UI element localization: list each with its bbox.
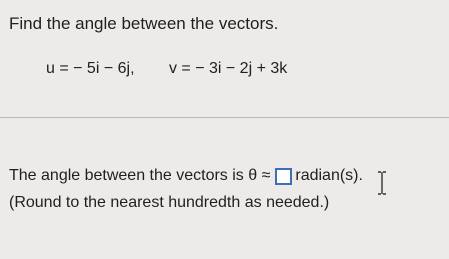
answer-input-box[interactable] xyxy=(275,168,292,185)
vector-u: u = − 5i − 6j, xyxy=(46,60,135,77)
text-cursor-icon xyxy=(377,171,387,195)
vectors-line xyxy=(46,60,287,78)
question-prompt: Find the angle between the vectors. xyxy=(9,14,279,33)
answer-lead-text: The angle between the vectors is θ ≈ xyxy=(9,167,271,184)
answer-unit-text: radian(s). xyxy=(295,167,363,184)
divider xyxy=(0,117,449,118)
vector-v: v = − 3i − 2j + 3k xyxy=(168,60,288,77)
answer-line xyxy=(9,167,363,185)
rounding-instruction: (Round to the nearest hundredth as needed.) xyxy=(9,194,330,211)
